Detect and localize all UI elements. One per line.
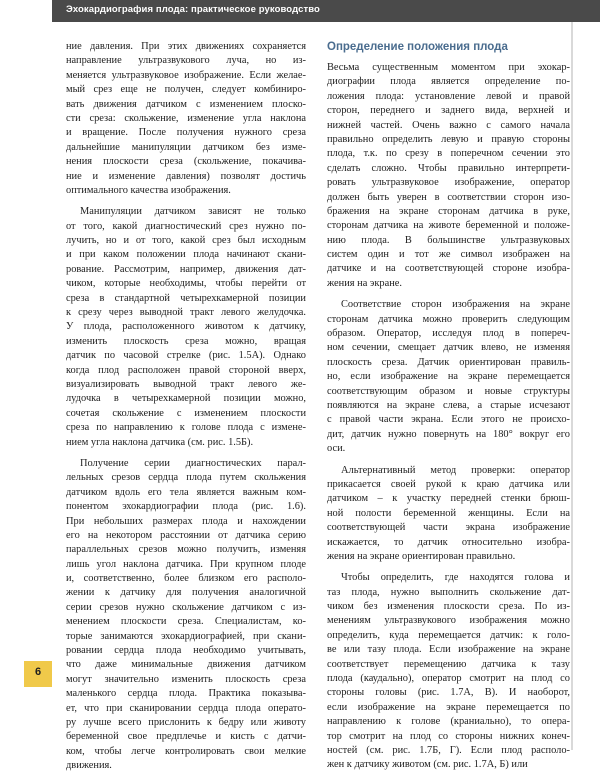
text-line: Получение серии диагностических парал- [80, 457, 306, 469]
text-line: прикасается своей рукой к краю датчика или [327, 478, 570, 490]
text-line: ном сечении, смещает датчик влево, не изменяя [327, 342, 570, 354]
text-line: ком, чтобы легче контролировать свои мелкие [66, 745, 306, 757]
text-line: среза по направлению к голове плода с измене- [66, 422, 306, 434]
text-line: нения плоскости среза (скольжение, покачива- [66, 156, 306, 168]
text-line: таз плода, нужно выполнить скольжение дат- [327, 586, 570, 598]
text-line: ве или тазу плода. Если изображение на экране [327, 644, 570, 656]
text-line: с правой части экрана. Если этого не происхо- [327, 414, 570, 426]
text-line: При небольших размерах плода и нахождении [66, 515, 306, 527]
text-line: сочетая скольжение с изменением плоскости [66, 407, 306, 419]
text-line: определить, куда перемещается датчик: к голо- [327, 629, 570, 641]
running-header-title: Эхокардиография плода: практическое руководство [66, 4, 320, 15]
text-line: сторон, переднего и заднего вида, верхней и [327, 105, 570, 117]
text-line: движения. [66, 760, 112, 772]
text-line: ровании сердца плода необходимо учитывать, [66, 645, 306, 657]
text-line: менениям ультразвукового изображения можно [327, 615, 570, 627]
paragraph [327, 464, 570, 565]
text-line: жения на экране ориентирован правильно. [327, 550, 516, 562]
text-line: сти среза: скольжение, изменение угла наклона [66, 112, 306, 124]
text-line: ностей (см. рис. 1.7Б, Г). Если плод располо- [327, 744, 570, 756]
text-line: от того, какой диагностический срез нужно по- [66, 220, 306, 232]
paragraph [327, 571, 570, 772]
paragraph [66, 40, 306, 198]
paragraph-gap [327, 457, 570, 464]
paragraph-gap [66, 450, 306, 457]
text-line: что даже минимальные движения датчиком [66, 659, 306, 671]
text-line: Соответствие сторон изображения на экране [341, 299, 570, 311]
text-line: изменить плоскость среза можно, вращая [66, 335, 306, 347]
page-edge-shadow [571, 22, 573, 750]
text-line: маленького сердца плода. Практика показыва- [66, 688, 306, 700]
text-line: визуализировать выводной тракт левого же- [66, 378, 306, 390]
text-line: ровать ультразвуковое изображение, оператор [327, 177, 570, 189]
text-line: его на некотором расстоянии от датчика серию [66, 529, 306, 541]
text-line: нижней частей. Очень важно с самого начала [327, 119, 570, 131]
paragraph [66, 205, 306, 450]
text-line: сторонам датчика на животе беременной и положе- [327, 220, 570, 232]
page-number: 6 [34, 666, 42, 678]
text-line: датчик по часовой стрелке (рис. 1.5А). Однако [66, 350, 306, 362]
text-line: оптимального качества изображения. [66, 184, 231, 196]
text-line: но, если изображение на экране перемещается [327, 371, 570, 383]
text-line: менением плоскости среза. Специалистам, ко- [66, 616, 306, 628]
text-line: рование. Рассмотрим, например, движения дат- [66, 263, 306, 275]
text-line: среза в стандартной четырехкамерной позиции [66, 292, 306, 304]
text-line: нию плода. В большинстве ультразвуковых [327, 234, 570, 246]
text-line: датчиком – к участку передней стенки брюш- [327, 493, 570, 505]
text-line: тор смотрит на плод со стороны нижних конеч- [327, 730, 570, 742]
text-line: жен к датчику животом (см. рис. 1.7А, Б) или [327, 759, 528, 771]
text-line: Манипуляции датчиком зависят не только [80, 206, 306, 218]
text-line: правильно определить левую и правую стороны [327, 133, 570, 145]
text-line: и, соответственно, более близком его располо- [66, 573, 306, 585]
paragraph-gap [327, 564, 570, 571]
paragraph-gap [327, 291, 570, 298]
text-line: ет, что при сканировании сердца плода операто- [66, 702, 306, 714]
text-line: бражения на экране сторонам датчика в руке, [327, 205, 570, 217]
text-line: диографии плода является определение по- [327, 76, 570, 88]
text-line: мый срез еще не получен, следует комбиниро- [66, 84, 306, 96]
text-line: понентом эхокардиографии плода (рис. 1.6). [66, 501, 306, 513]
text-line: лельных срезов сердца плода путем скольжения [66, 472, 306, 484]
page-number-badge [24, 661, 52, 687]
paragraph [327, 298, 570, 456]
text-line: дит, датчик нужно повернуть на 180° вокруг его [327, 428, 570, 440]
text-line: лишь угол наклона датчика. При крупном плоде [66, 558, 306, 570]
text-line: вать движения датчиком с изменением плоско- [66, 98, 306, 110]
text-line: оси. [327, 443, 346, 455]
text-line: направление ультразвукового луча, но из- [66, 55, 306, 67]
text-line: беременной свое предплечье и кисть с датчи- [66, 731, 306, 743]
text-line: ложения плода: установление левой и правой [327, 90, 570, 102]
text-line: искажается, то датчик относительно изобра- [327, 536, 570, 548]
text-line: параллельных срезов можно получить, изменяя [66, 544, 306, 556]
text-line: серии срезов нужно скольжение датчиком с из- [66, 601, 306, 613]
text-line: ной полости беременной женщины. Если на [327, 507, 570, 519]
text-line: сторонам датчика можно проверить следующим [327, 313, 570, 325]
text-line: соответствующей части экрана изображение [327, 522, 570, 534]
paragraph [66, 457, 306, 774]
text-line: лучить, но и от того, какой срез был исходным [66, 235, 306, 247]
text-line: чиком, которые необходимы, чтобы перейти от [66, 278, 306, 290]
text-line: направлению к голове (краниально), то опера- [327, 716, 570, 728]
text-line: если изображение на экране перемещается по [327, 701, 570, 713]
text-line: сделать сложно. Чтобы правильно интерпрети- [327, 162, 570, 174]
text-line: нием угла наклона датчика (см. рис. 1.5Б). [66, 436, 254, 448]
text-line: систем один и тот же символ изображен на [327, 249, 570, 261]
text-line: и вращение. После получения нужного среза [66, 127, 306, 139]
text-line: должен быть уверен в соответствии сторон изо- [327, 191, 570, 203]
text-line: ру лучше всего прислонить к бедру или животу [66, 716, 306, 728]
text-line: Чтобы определить, где находятся голова и [341, 572, 570, 584]
paragraph [327, 61, 570, 291]
left-column [66, 40, 306, 774]
text-line: меняется ультразвуковое изображение. Если желае- [66, 69, 306, 81]
text-line: и при каком положении плода начинают скани- [66, 249, 306, 261]
text-line: плода (каудально), оператор смотрит на плод со [327, 673, 570, 685]
text-line: ние и изменение давления) позволят достичь [66, 170, 306, 182]
text-line: датчике и на соответствующей стороне изобра- [327, 263, 570, 275]
section-heading: Определение положения плода [327, 41, 508, 53]
text-line: к срезу через выводной тракт левого желудочка. [66, 307, 306, 319]
text-line: могут значительно изменить плоскость среза [66, 673, 306, 685]
text-line: соответствующим образом и новые структуры [327, 385, 570, 397]
text-line: Альтернативный метод проверки: оператор [341, 464, 570, 476]
text-line: дальнейшие манипуляции датчиком без изме- [66, 141, 306, 153]
text-line: стороны головы (рис. 1.7А, В). И наоборот, [327, 687, 570, 699]
text-line: Весьма существенным моментом при эхокар- [327, 62, 570, 73]
text-line: ние давления. При этих движениях сохраняется [66, 41, 306, 52]
text-line: когда плод расположен правой стороной вверх, [66, 364, 306, 376]
paragraph-gap [66, 198, 306, 205]
text-line: плоскость среза. Датчик ориентирован правиль- [327, 356, 570, 368]
right-column [327, 40, 570, 773]
text-line: жения на экране. [327, 277, 403, 289]
text-line: торые занимаются эхокардиографией, при скани- [66, 630, 306, 642]
text-line: появляются на экране слева, а старые исчезают [327, 399, 570, 411]
text-line: жении к датчику для получения аналогичной [66, 587, 306, 599]
text-line: чиком без изменения плоскости среза. По из- [327, 601, 570, 613]
text-line: плода, т.к. по срезу в поперечном сечении это [327, 148, 570, 160]
text-line: соответствует перемещению датчика к тазу [327, 658, 570, 670]
text-line: образом. Оператор, исследуя плод в попереч- [327, 328, 570, 340]
text-line: датчиком вдоль его тела является важным ком- [66, 486, 306, 498]
text-line: лудочка в четырехкамерной позиции можно, [66, 393, 306, 405]
text-line: У плода, расположенного животом к датчику, [66, 321, 306, 333]
